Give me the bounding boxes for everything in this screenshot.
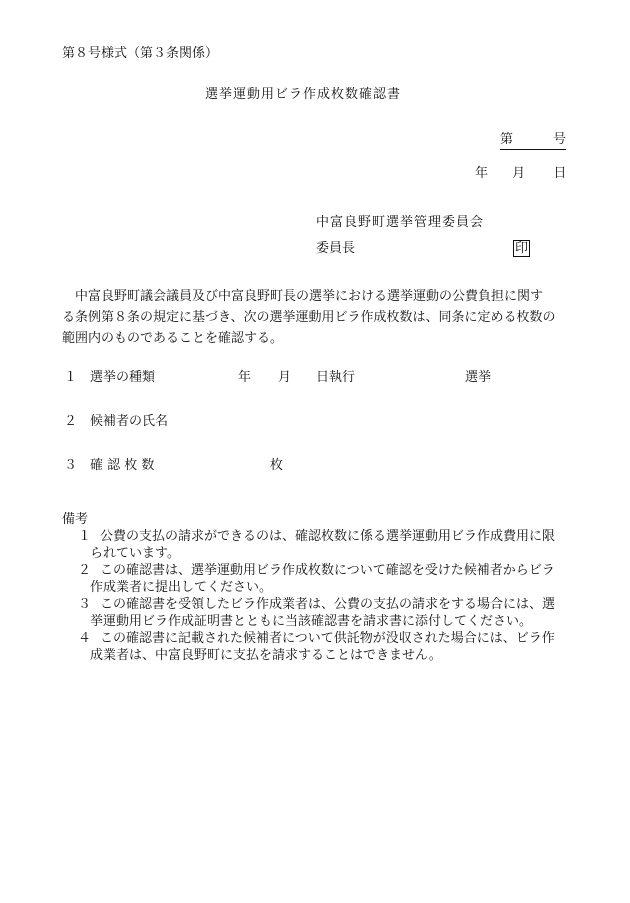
remark-number: ２: [78, 563, 92, 578]
remark-note: [78, 562, 574, 596]
item-year: 年: [238, 370, 252, 385]
remark-text: られています。: [90, 546, 180, 561]
item-number: ３: [64, 458, 78, 473]
remark-text: この確認書に記載された候補者について供託物が没収された場合には、ビラ作: [100, 631, 555, 646]
item-number: ２: [64, 414, 78, 429]
document-number-suffix: 号: [552, 132, 566, 147]
date-day: 日: [553, 166, 567, 181]
issuer-role: 委員長: [316, 241, 356, 256]
item-unit: 枚: [270, 458, 284, 473]
document-number: [500, 131, 566, 150]
remark-number: １: [78, 529, 92, 544]
remark-text: 公費の支払の請求ができるのは、確認枚数に係る選挙運動用ビラ作成費用に限: [100, 529, 556, 544]
remark-number: ４: [78, 631, 92, 646]
issuer-org: 中富良野町選挙管理委員会: [316, 215, 485, 230]
item-number: １: [64, 370, 78, 385]
item-day: 日執行: [316, 370, 356, 385]
item-label: 選挙の種類: [90, 370, 156, 385]
remark-number: ３: [78, 597, 92, 612]
item-election: 選挙: [465, 370, 492, 385]
remark-text: 挙運動用ビラ作成証明書とともに当該確認書を請求書に添付してください。: [90, 614, 533, 629]
remark-note: [78, 528, 574, 562]
remark-note: [78, 596, 574, 630]
item-month: 月: [278, 370, 292, 385]
document-number-prefix: 第: [500, 132, 514, 147]
intro-line: る条例第８条の規定に基づき、次の選挙運動用ビラ作成枚数は、同条に定める枚数の: [62, 310, 556, 325]
document-title: 選挙運動用ビラ作成枚数確認書: [205, 87, 402, 102]
date-year: 年: [475, 166, 489, 181]
date-month: 月: [512, 166, 526, 181]
remarks-heading: 備考: [62, 512, 89, 527]
remark-text: この確認書を受領したビラ作成業者は、公費の支払の請求をする場合には、選: [100, 597, 556, 612]
intro-paragraph: [62, 286, 572, 349]
remark-text: この確認書は、選挙運動用ビラ作成枚数について確認を受けた候補者からビラ: [100, 563, 555, 578]
remark-note: [78, 630, 574, 664]
intro-line: 範囲内のものであることを確認する。: [62, 331, 284, 346]
seal-mark: 印: [515, 241, 529, 256]
item-label: 確 認 枚 数: [90, 458, 155, 473]
remark-text: 作成業者に提出してください。: [90, 580, 273, 595]
intro-line: 中富良野町議会議員及び中富良野町長の選挙における選挙運動の公費負担に関す: [75, 289, 544, 304]
form-label: 第８号様式（第３条関係）: [62, 46, 219, 61]
date-line: [475, 165, 566, 183]
item-label: 候補者の氏名: [90, 414, 169, 429]
remark-text: 成業者は、中富良野町に支払を請求することはできません。: [90, 648, 442, 663]
